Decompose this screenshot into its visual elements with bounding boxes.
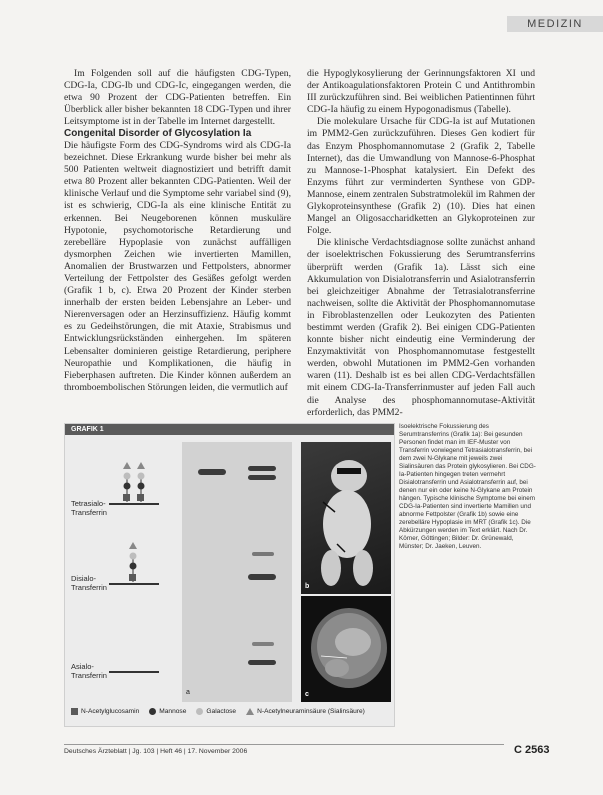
mri-illustration [301, 596, 391, 702]
tetrasialo-label [71, 499, 107, 517]
section-tag: MEDIZIN [507, 16, 603, 32]
caption-text: Isoelektrische Fokussierung des Serumtransferrins (Grafik 1a): Bei gesunden Personen findet man im IEF-Muster von Transferrin vorwiegend Tetrasialotransferrin, bei dem zwei N-Glykane mit jeweils zwei Sialinsäuren das Protein glykosylieren. Bei CDG-Ia-Patienten hingegen treten vermehrt Disialotransferrin und Asialotransferrin auf, bei denen nur ein oder keine N-Glykane am Protein hängen. Typische klinische Symptome bei einem CDG-Ia-Patienten sind invertierte Mamillen und abnorme Fettpolster (Grafik 1b) sowie eine zerebelläre Hypoplasie im MRT (Grafik 1c). Die Abkürzungen werden im Text erklärt. Nach Dr. Körner, Göttingen; Bilder: Dr. Grünewald, Münster; Dr. Jaeken, Leuven. [399, 423, 536, 550]
right-paragraph-3: Die klinische Verdachtsdiagnose sollte zunächst anhand der isoelektrischen Fokussierung des Serumtransferrins überprüft werden (Grafik 1a). Lässt sich eine Akkumulation von Disialotransferrin und Asialotransferrin bei gleichzeitiger Abnahme der Tetrasialotransferrine nachweisen, sollte die Aktivität der Phosphomannomutase in Fibroblastenzellen oder Leukozyten des Patienten bestimmt werden (Grafik 2). Bei einigen CDG-Patienten konnte bisher nicht eindeutig eine Verminderung der Enzymaktivität von Phosphomannomutase festgestellt werden, obwohl Mutationen im PMM2-Gen vorhanden waren (11). Deshalb ist es bei allen CDG-Verdachtsfällen mit einem CDG-Ia-Transferrinmuster auf jeden Fall auch die Analyse des phosphomannomutase-Aktivität erforderlich, das PMM2- [307, 237, 535, 418]
figure-caption [399, 423, 537, 551]
mri-scan-image [301, 596, 391, 702]
legend-item-sialic-acid [246, 708, 365, 715]
gel-band [248, 475, 276, 480]
gel-band [248, 574, 276, 580]
tetrasialo-label-text: Tetrasialo- Transferrin [71, 499, 107, 517]
disialo-glycan-icon [109, 542, 159, 584]
right-paragraph-1: die Hypoglykosylierung der Gerinnungsfaktoren XI und der Antikoagulationsfaktoren Protein C und Antithrombin III zurückzuführen sind. Bei weiblichen Patientinnen führt CDG-Ia häufig zu einem Hypogonadismus (Tabelle). [307, 68, 535, 116]
gel-band [252, 552, 274, 556]
footer-journal: Deutsches Ärzteblatt | Jg. 103 | Heft 46 | 17. November 2006 [64, 748, 248, 755]
asialo-label-text: Asialo- Transferrin [71, 662, 107, 680]
legend-label: N-Acetylneuraminsäure (Sialinsäure) [257, 708, 365, 715]
footer-page-number: C 2563 [514, 744, 550, 756]
footer-divider [64, 744, 504, 745]
tetrasialo-glycan-icon [109, 462, 159, 504]
gel-electrophoresis-image [182, 442, 292, 702]
legend-label: N-Acetylglucosamin [81, 708, 140, 715]
gel-band [252, 642, 274, 646]
legend-item-glcnac [71, 708, 139, 715]
gel-band [248, 660, 276, 665]
glycan-structures-diagram [69, 454, 179, 684]
panel-b-letter: b [305, 583, 310, 590]
gel-band [198, 469, 226, 475]
left-column [64, 68, 291, 394]
disialo-label [71, 574, 107, 592]
legend-label: Galactose [206, 708, 237, 715]
panel-c-letter: c [305, 691, 309, 698]
legend-label: Mannose [159, 708, 187, 715]
asialo-label [71, 662, 107, 680]
right-column [307, 68, 535, 419]
disialo-label-text: Disialo- Transferrin [71, 574, 107, 592]
panel-a-letter: a [186, 689, 190, 696]
legend-item-mannose [149, 708, 186, 715]
triangle-icon [246, 708, 254, 715]
gel-band [248, 466, 276, 471]
patient-photo-image [301, 442, 391, 594]
left-paragraph-1: Im Folgenden soll auf die häufigsten CDG-Typen, CDG-Ia, CDG-Ib und CDG-Ic, eingegangen werden, die etwa 90 Prozent der CDG-Patienten betreffen. Ein Überblick aller bisher bekannten 18 CDG-Typen und ihrer Leitsymptome ist in der Tabelle im Internet dargestellt. [64, 68, 291, 128]
section-heading: Congenital Disorder of Glycosylation Ia [64, 128, 252, 140]
figure-grafik-1 [64, 423, 395, 727]
figure-legend [71, 708, 391, 715]
square-icon [71, 708, 78, 715]
right-paragraph-2: Die molekulare Ursache für CDG-Ia ist auf Mutationen im PMM2-Gen zurückzuführen. Dieses Gen kodiert für das Enzym Phosphomannomutase 2 (Grafik 2, Tabelle Internet), das die Umwandlung von Mannose-6-Phosphat zu Mannose-1-Phosphat katalysiert. Ein Defekt des Enzyms führt zur verminderten Synthese von GDP-Mannose, einem zentralen Substratmolekül im Rahmen der Glykoproteinsynthese (Grafik 2) (10). Dies hat einen Mangel an Oligosaccharidketten an Glykoproteinen zur Folge. [307, 116, 535, 237]
figure-label: GRAFIK 1 [65, 424, 394, 435]
left-paragraph-2: Die häufigste Form des CDG-Syndroms wird als CDG-Ia bezeichnet. Diese Erkrankung wurde bisher bei mehr als 500 Patienten weltweit diagnostiziert und betrifft damit etwa 80 Prozent aller bekannten CDG-Patienten. Weil der klinische Verlauf und die Symptome sehr variabel sind (9), ist es schwierig, CDG-Ia als eine klinische Entität zu erkennen. Bei Neugeborenen können muskuläre Hypotonie, psychomotorische Retardierung und zerebelläre Hypoplasie von zunächst auffälligen dysmorphen Zeichen wie invertierten Mamillen, Anomalien der Brustwarzen und Fettpolsters, abnormer Verteilung der Fettpolster des Gesäßes gefolgt werden (Grafik 1 b, c). Etwa 20 Prozent der Kinder sterben innerhalb der ersten beiden Lebensjahre an Leber- und Nierenversagen oder an Herzinsuffizienz. Häufig kommt es zu Gedeihstörungen, die mit Ataxie, Strabismus und Entwicklungsrückständen einhergehen. Im späteren Lebensalter dominieren geistige Retardierung, periphere Neuropathie und Komplikationen, die häufig in Fieberphasen auftreten. Die Kinder können außerdem an thromboembolischen Störungen leiden, die vermutlich auf [64, 139, 291, 393]
circle-icon [196, 708, 203, 715]
circle-icon [149, 708, 156, 715]
patient-photo-illustration [301, 442, 391, 594]
legend-item-galactose [196, 708, 236, 715]
